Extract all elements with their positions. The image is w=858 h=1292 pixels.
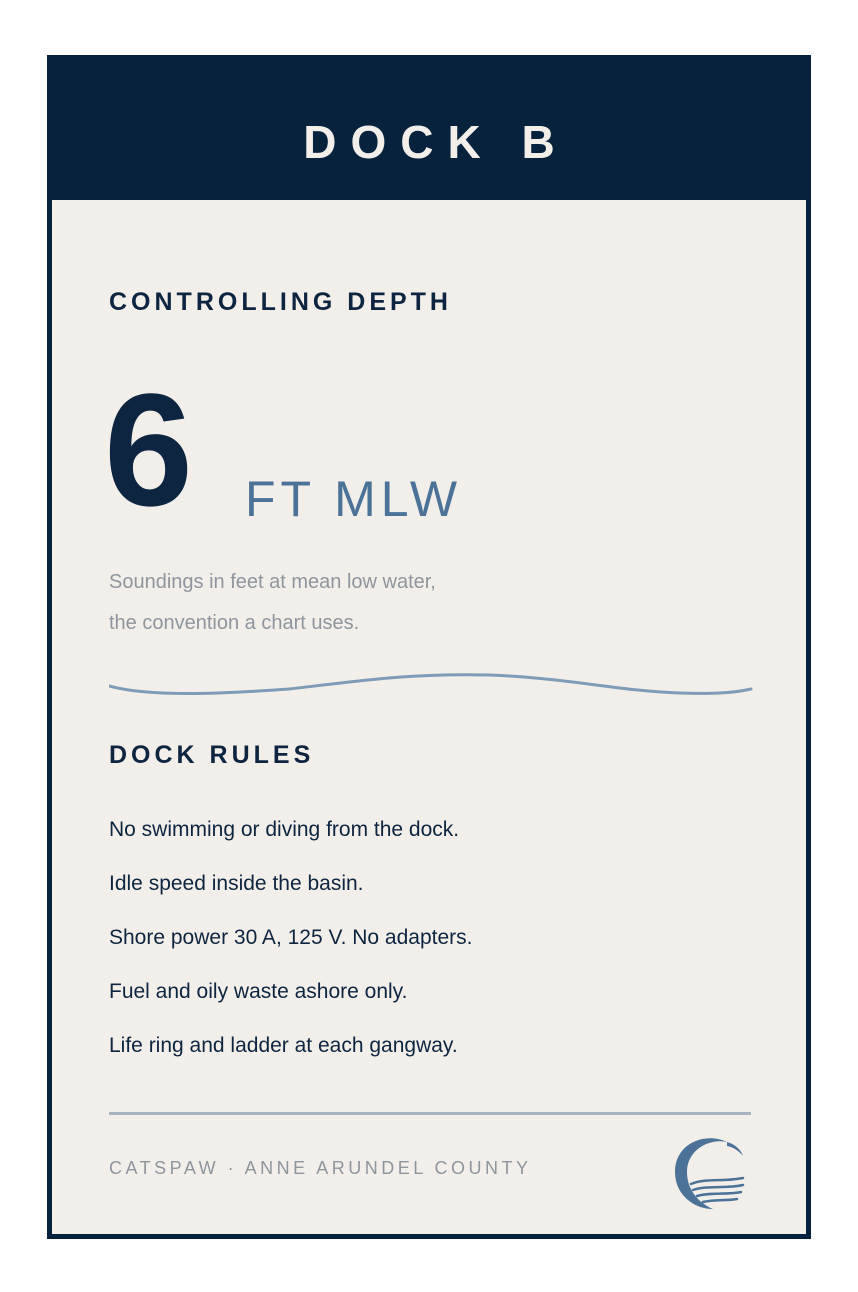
- rules-heading: DOCK RULES: [109, 741, 315, 769]
- depth-value: 6: [104, 360, 193, 539]
- rule-item: Shore power 30 A, 125 V. No adapters.: [109, 926, 473, 949]
- wave-crescent-logo-icon: [669, 1132, 749, 1212]
- rule-item: Idle speed inside the basin.: [109, 872, 364, 895]
- depth-note-line-2: the convention a chart uses.: [109, 612, 360, 634]
- rule-item: Life ring and ladder at each gangway.: [109, 1034, 458, 1057]
- footer-location: CATSPAW · ANNE ARUNDEL COUNTY: [109, 1158, 532, 1178]
- depth-unit: FT MLW: [245, 471, 463, 527]
- rule-item: No swimming or diving from the dock.: [109, 818, 460, 841]
- wave-divider: [109, 667, 753, 707]
- dock-sign: [47, 55, 811, 1239]
- sign-header: [52, 60, 806, 200]
- depth-note-line-1: Soundings in feet at mean low water,: [109, 571, 436, 593]
- sign-title: DOCK B: [303, 116, 569, 168]
- rule-item: Fuel and oily waste ashore only.: [109, 980, 408, 1003]
- depth-heading: CONTROLLING DEPTH: [109, 288, 452, 316]
- footer-divider: [109, 1112, 751, 1115]
- rules-list: [109, 817, 472, 1087]
